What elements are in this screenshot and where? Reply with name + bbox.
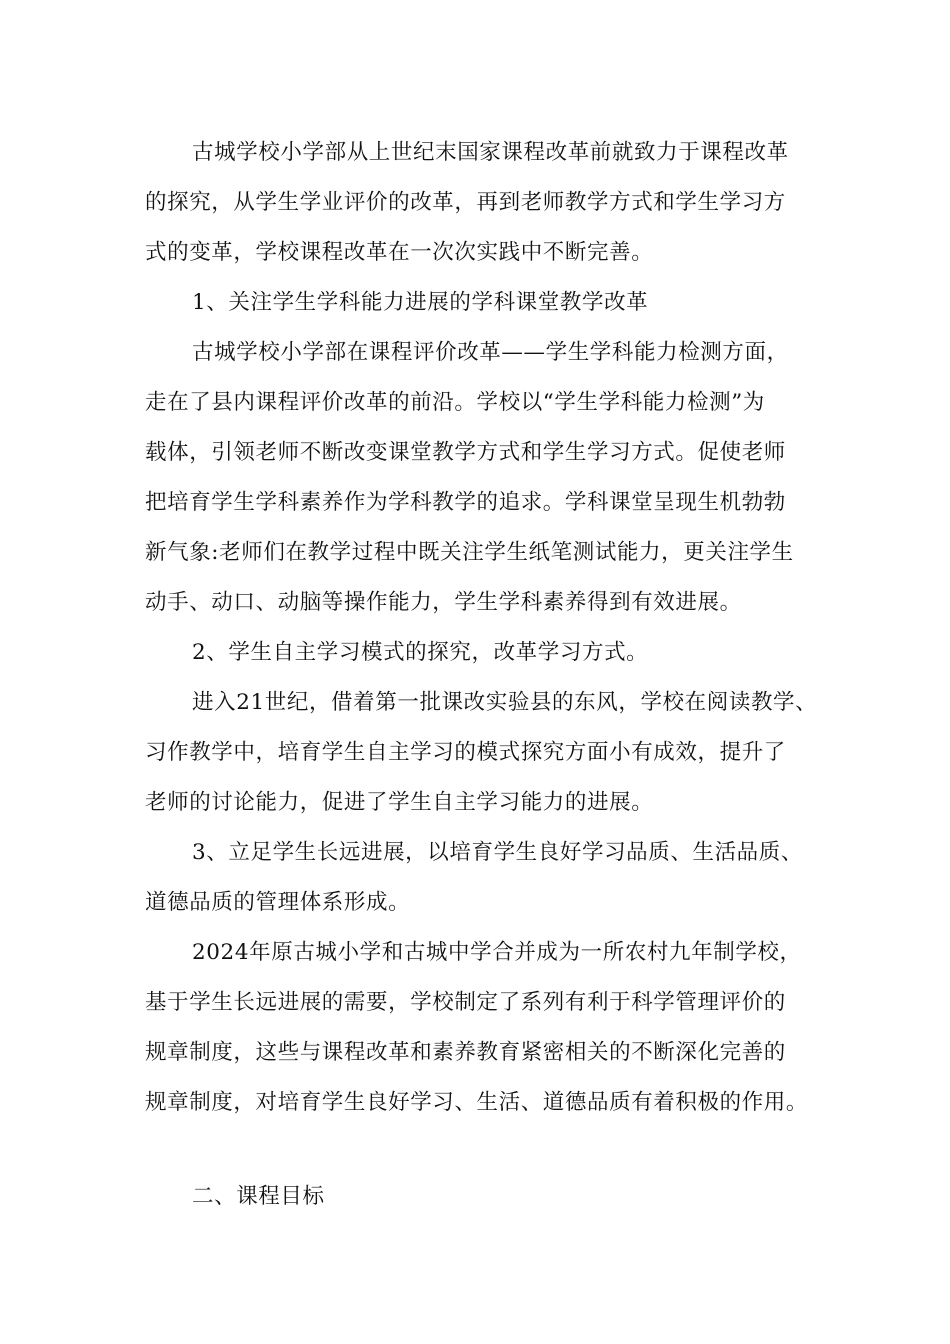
text-line: 古城学校小学部在课程评价改革——学生学科能力检测方面， [192,340,789,365]
text-line: 老师的讨论能力，促进了学生自主学习能力的进展。 [145,790,654,815]
text-line: 3、立足学生长远进展，以培育学生良好学习品质、生活品质、 [192,840,803,865]
text-line: 的探究，从学生学业评价的改革，再到老师教学方式和学生学习方 [145,190,786,215]
text-line: 二、课程目标 [192,1184,325,1209]
text-line: 载体，引领老师不断改变课堂教学方式和学生学习方式。促使老师 [145,440,786,465]
text-line: 习作教学中，培育学生自主学习的模式探究方面小有成效，提升了 [145,740,786,765]
text-line: 规章制度，这些与课程改革和素养教育紧密相关的不断深化完善的 [145,1040,786,1065]
text-line: 把培育学生学科素养作为学科教学的追求。学科课堂呈现生机勃勃 [145,490,786,515]
text-line: 进入21世纪，借着第一批课改实验县的东风，学校在阅读教学、 [192,690,818,715]
text-line: 规章制度，对培育学生良好学习、生活、道德品质有着积极的作用。 [145,1090,809,1115]
text-line: 古城学校小学部从上世纪末国家课程改革前就致力于课程改革 [192,140,789,165]
text-line: 新气象:老师们在教学过程中既关注学生纸笔测试能力，更关注学生 [145,540,794,565]
text-line: 走在了县内课程评价改革的前沿。学校以“学生学科能力检测”为 [145,390,765,415]
text-line: 式的变革，学校课程改革在一次次实践中不断完善。 [145,240,654,265]
text-line: 动手、动口、动脑等操作能力，学生学科素养得到有效进展。 [145,590,742,615]
text-line: 基于学生长远进展的需要，学校制定了系列有利于科学管理评价的 [145,990,786,1015]
text-line: 2、学生自主学习模式的探究，改革学习方式。 [192,640,649,665]
text-line: 道德品质的管理体系形成。 [145,890,411,915]
text-line: 1、关注学生学科能力进展的学科课堂教学改革 [192,290,649,315]
text-line: 2024年原古城小学和古城中学合并成为一所农村九年制学校， [192,940,802,965]
